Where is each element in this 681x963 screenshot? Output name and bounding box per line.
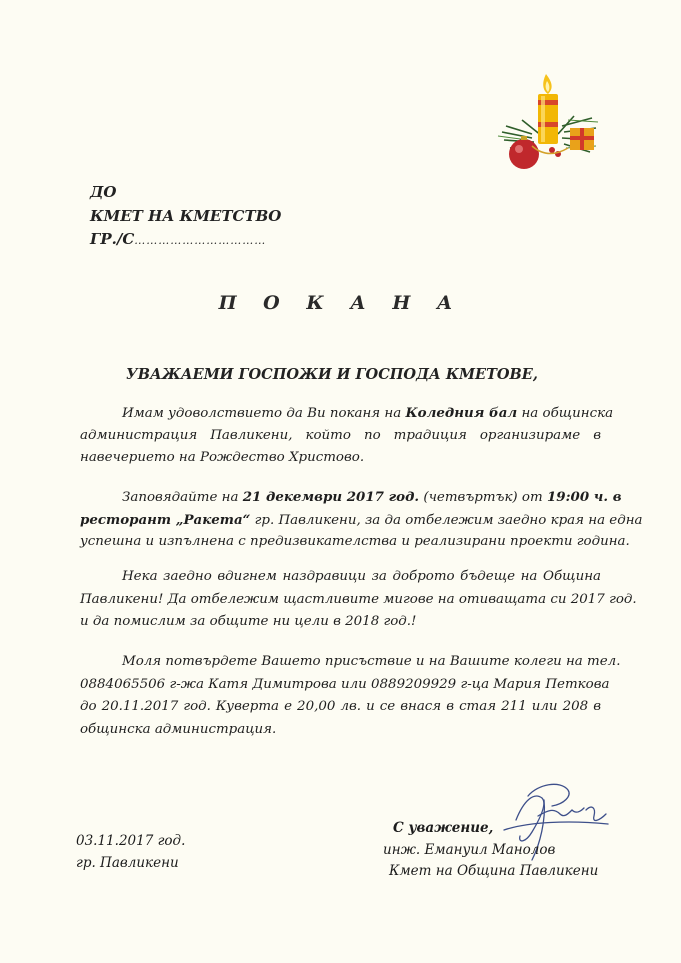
- p1-line: администрация Павликени, който по традиция организираме в: [80, 427, 601, 443]
- signer-position: Кмет на Община Павликени: [389, 863, 599, 879]
- p2-line: успешна и изпълнена с предизвикателства и реализирани проекти година.: [80, 534, 630, 549]
- p4-line: Моля потвърдете Вашето присъствие и на Вашите колеги на тел.: [122, 654, 621, 669]
- p2-line: Заповядайте на 21 декември 2017 год. (четвъртък) от 19:00 ч. в: [122, 489, 622, 505]
- event-date: 21 декември 2017 год.: [242, 489, 420, 505]
- p1-line: навечерието на Рождество Христово.: [80, 450, 365, 465]
- p4-line: общинска администрация.: [80, 721, 277, 737]
- paragraph-rsvp: [80, 651, 621, 741]
- p4-line: 0884065506 г-жа Катя Димитрова или 0889209929 г-ца Мария Петкова: [80, 676, 610, 692]
- regards-line: С уважение,: [393, 820, 494, 836]
- addressee-line-town: [90, 230, 266, 248]
- p4-line: до 20.11.2017 год. Куверта е 20,00 лв. и се внася в стая 211 или 208 в: [80, 699, 601, 714]
- event-time: 19:00 ч. в: [546, 489, 622, 505]
- addressee-dots: ……………………………: [134, 234, 267, 247]
- p3-line: и да помислим за общите ни цели в 2018 год.!: [80, 614, 417, 629]
- christmas-candle-ornament-icon: [492, 70, 607, 180]
- p3-line: Павликени! Да отбележим щастливите мигове на отиващата си 2017 год.: [80, 591, 637, 607]
- christmas-ball-highlight: Коледния бал: [405, 405, 518, 421]
- p3-line: Нека заедно вдигнем наздравици за доброто бъдеще на Община: [122, 569, 601, 584]
- addressee-town-prefix: ГР./С: [90, 230, 135, 248]
- paragraph-invitation: [80, 402, 614, 470]
- document-title: П О К А Н А: [218, 292, 463, 314]
- document-date: 03.11.2017 год.: [76, 833, 186, 849]
- addressee-line-to: ДО: [90, 183, 117, 201]
- event-venue: ресторант „Ракета“: [80, 511, 251, 528]
- signer-name: инж. Емануил Манолов: [383, 842, 556, 858]
- paragraph-toast: [80, 566, 637, 634]
- p1-line: Имам удоволствието да Ви поканя на Коледния бал на общинска: [122, 405, 614, 421]
- document-place: гр. Павликени: [76, 855, 179, 871]
- p2-line: ресторант „Ракета“ гр. Павликени, за да отбележим заедно края на една: [80, 511, 643, 528]
- addressee-line-mayor: КМЕТ НА КМЕТСТВО: [90, 207, 282, 225]
- paragraph-event-details: [80, 486, 643, 554]
- salutation: УВАЖАЕМИ ГОСПОЖИ И ГОСПОДА КМЕТОВЕ,: [126, 366, 538, 383]
